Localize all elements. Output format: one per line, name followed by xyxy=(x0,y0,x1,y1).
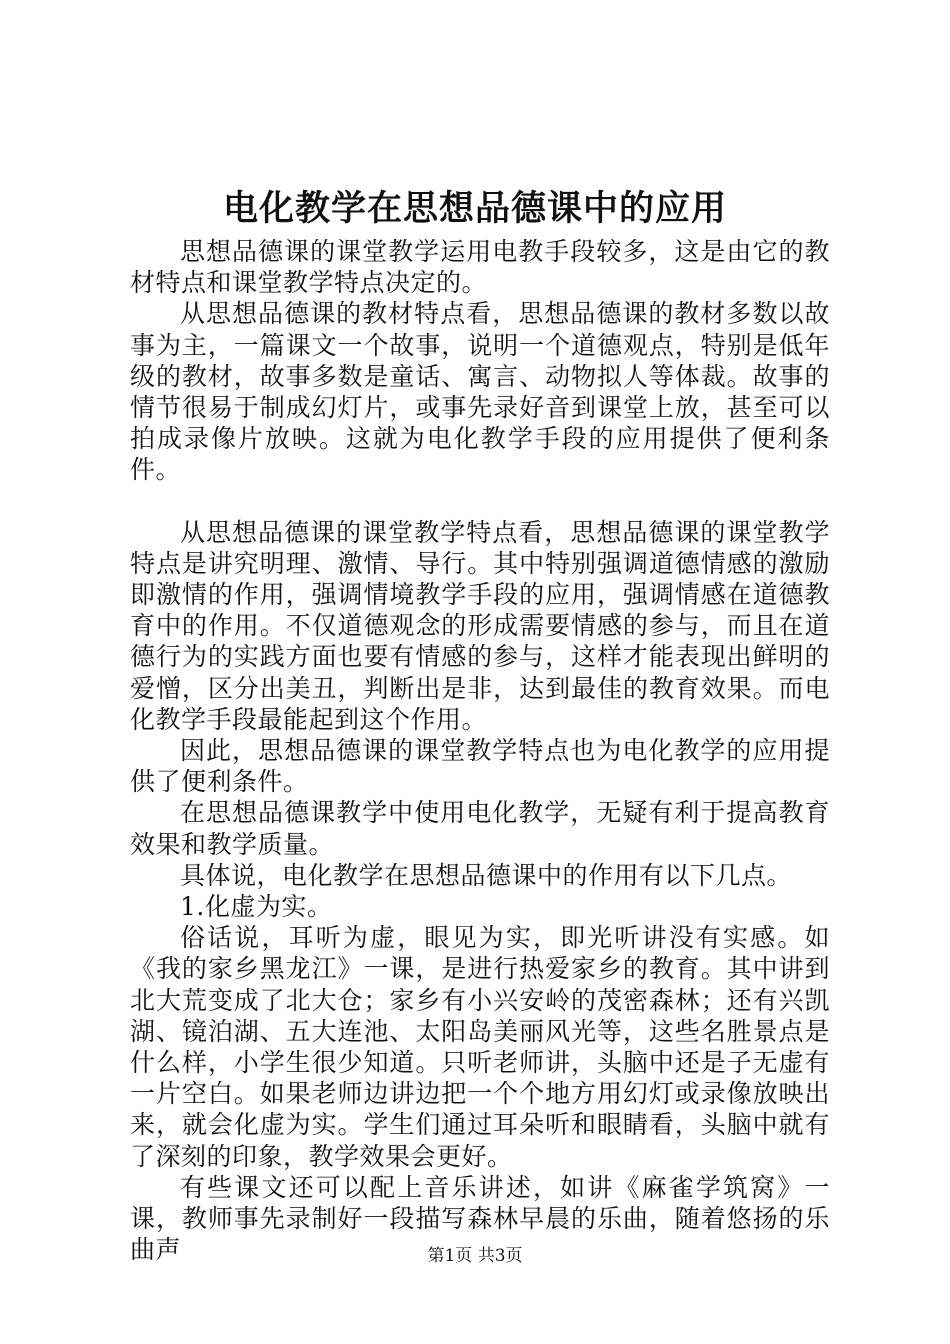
paragraph: 从思想品德课的教材特点看，思想品德课的教材多数以故事为主，一篇课文一个故事，说明一个道德观点，特别是低年级的教材，故事多数是童话、寓言、动物拟人等体裁。故事的情节很易于制成幻灯片，或事先录好音到课堂上放，甚至可以拍成录像片放映。这就为电化教学手段的应用提供了便利条件。 xyxy=(130,299,830,485)
paragraph: 有些课文还可以配上音乐讲述，如讲《麻雀学筑窝》一课，教师事先录制好一段描写森林早晨的乐曲，随着悠扬的乐曲声 xyxy=(130,1172,830,1265)
paragraph: 从思想品德课的课堂教学特点看，思想品德课的课堂教学特点是讲究明理、激情、导行。其中特别强调道德情感的激励即激情的作用，强调情境教学手段的应用，强调情感在道德教育中的作用。不仅道德观念的形成需要情感的参与，而且在道德行为的实践方面也要有情感的参与，这样才能表现出鲜明的爱憎，区分出美丑，判断出是非，达到最佳的教育效果。而电化教学手段最能起到这个作用。 xyxy=(130,517,830,734)
page-footer: 第1页 共3页 xyxy=(427,1246,523,1266)
document-title: 电化教学在思想品德课中的应用 xyxy=(222,189,727,229)
paragraph: 因此，思想品德课的课堂教学特点也为电化教学的应用提供了便利条件。 xyxy=(130,736,830,797)
paragraph: 思想品德课的课堂教学运用电教手段较多，这是由它的教材特点和课堂教学特点决定的。 xyxy=(130,237,830,298)
document-body xyxy=(130,236,830,1266)
paragraph: 在思想品德课教学中使用电化教学，无疑有利于提高教育效果和教学质量。 xyxy=(130,798,830,859)
list-heading: 1.化虚为实。 xyxy=(180,892,333,922)
paragraph: 俗话说，耳听为虚，眼见为实，即光听讲没有实感。如《我的家乡黑龙江》一课，是进行热爱家乡的教育。其中讲到北大荒变成了北大仓；家乡有小兴安岭的茂密森林；还有兴凯湖、镜泊湖、五大连池、太阳岛美丽风光等，这些名胜景点是什么样，小学生很少知道。只听老师讲，头脑中还是子无虚有一片空白。如果老师边讲边把一个个地方用幻灯或录像放映出来，就会化虚为实。学生们通过耳朵听和眼睛看，头脑中就有了深刻的印象，教学效果会更好。 xyxy=(130,923,830,1171)
paragraph: 具体说，电化教学在思想品德课中的作用有以下几点。 xyxy=(180,860,793,890)
